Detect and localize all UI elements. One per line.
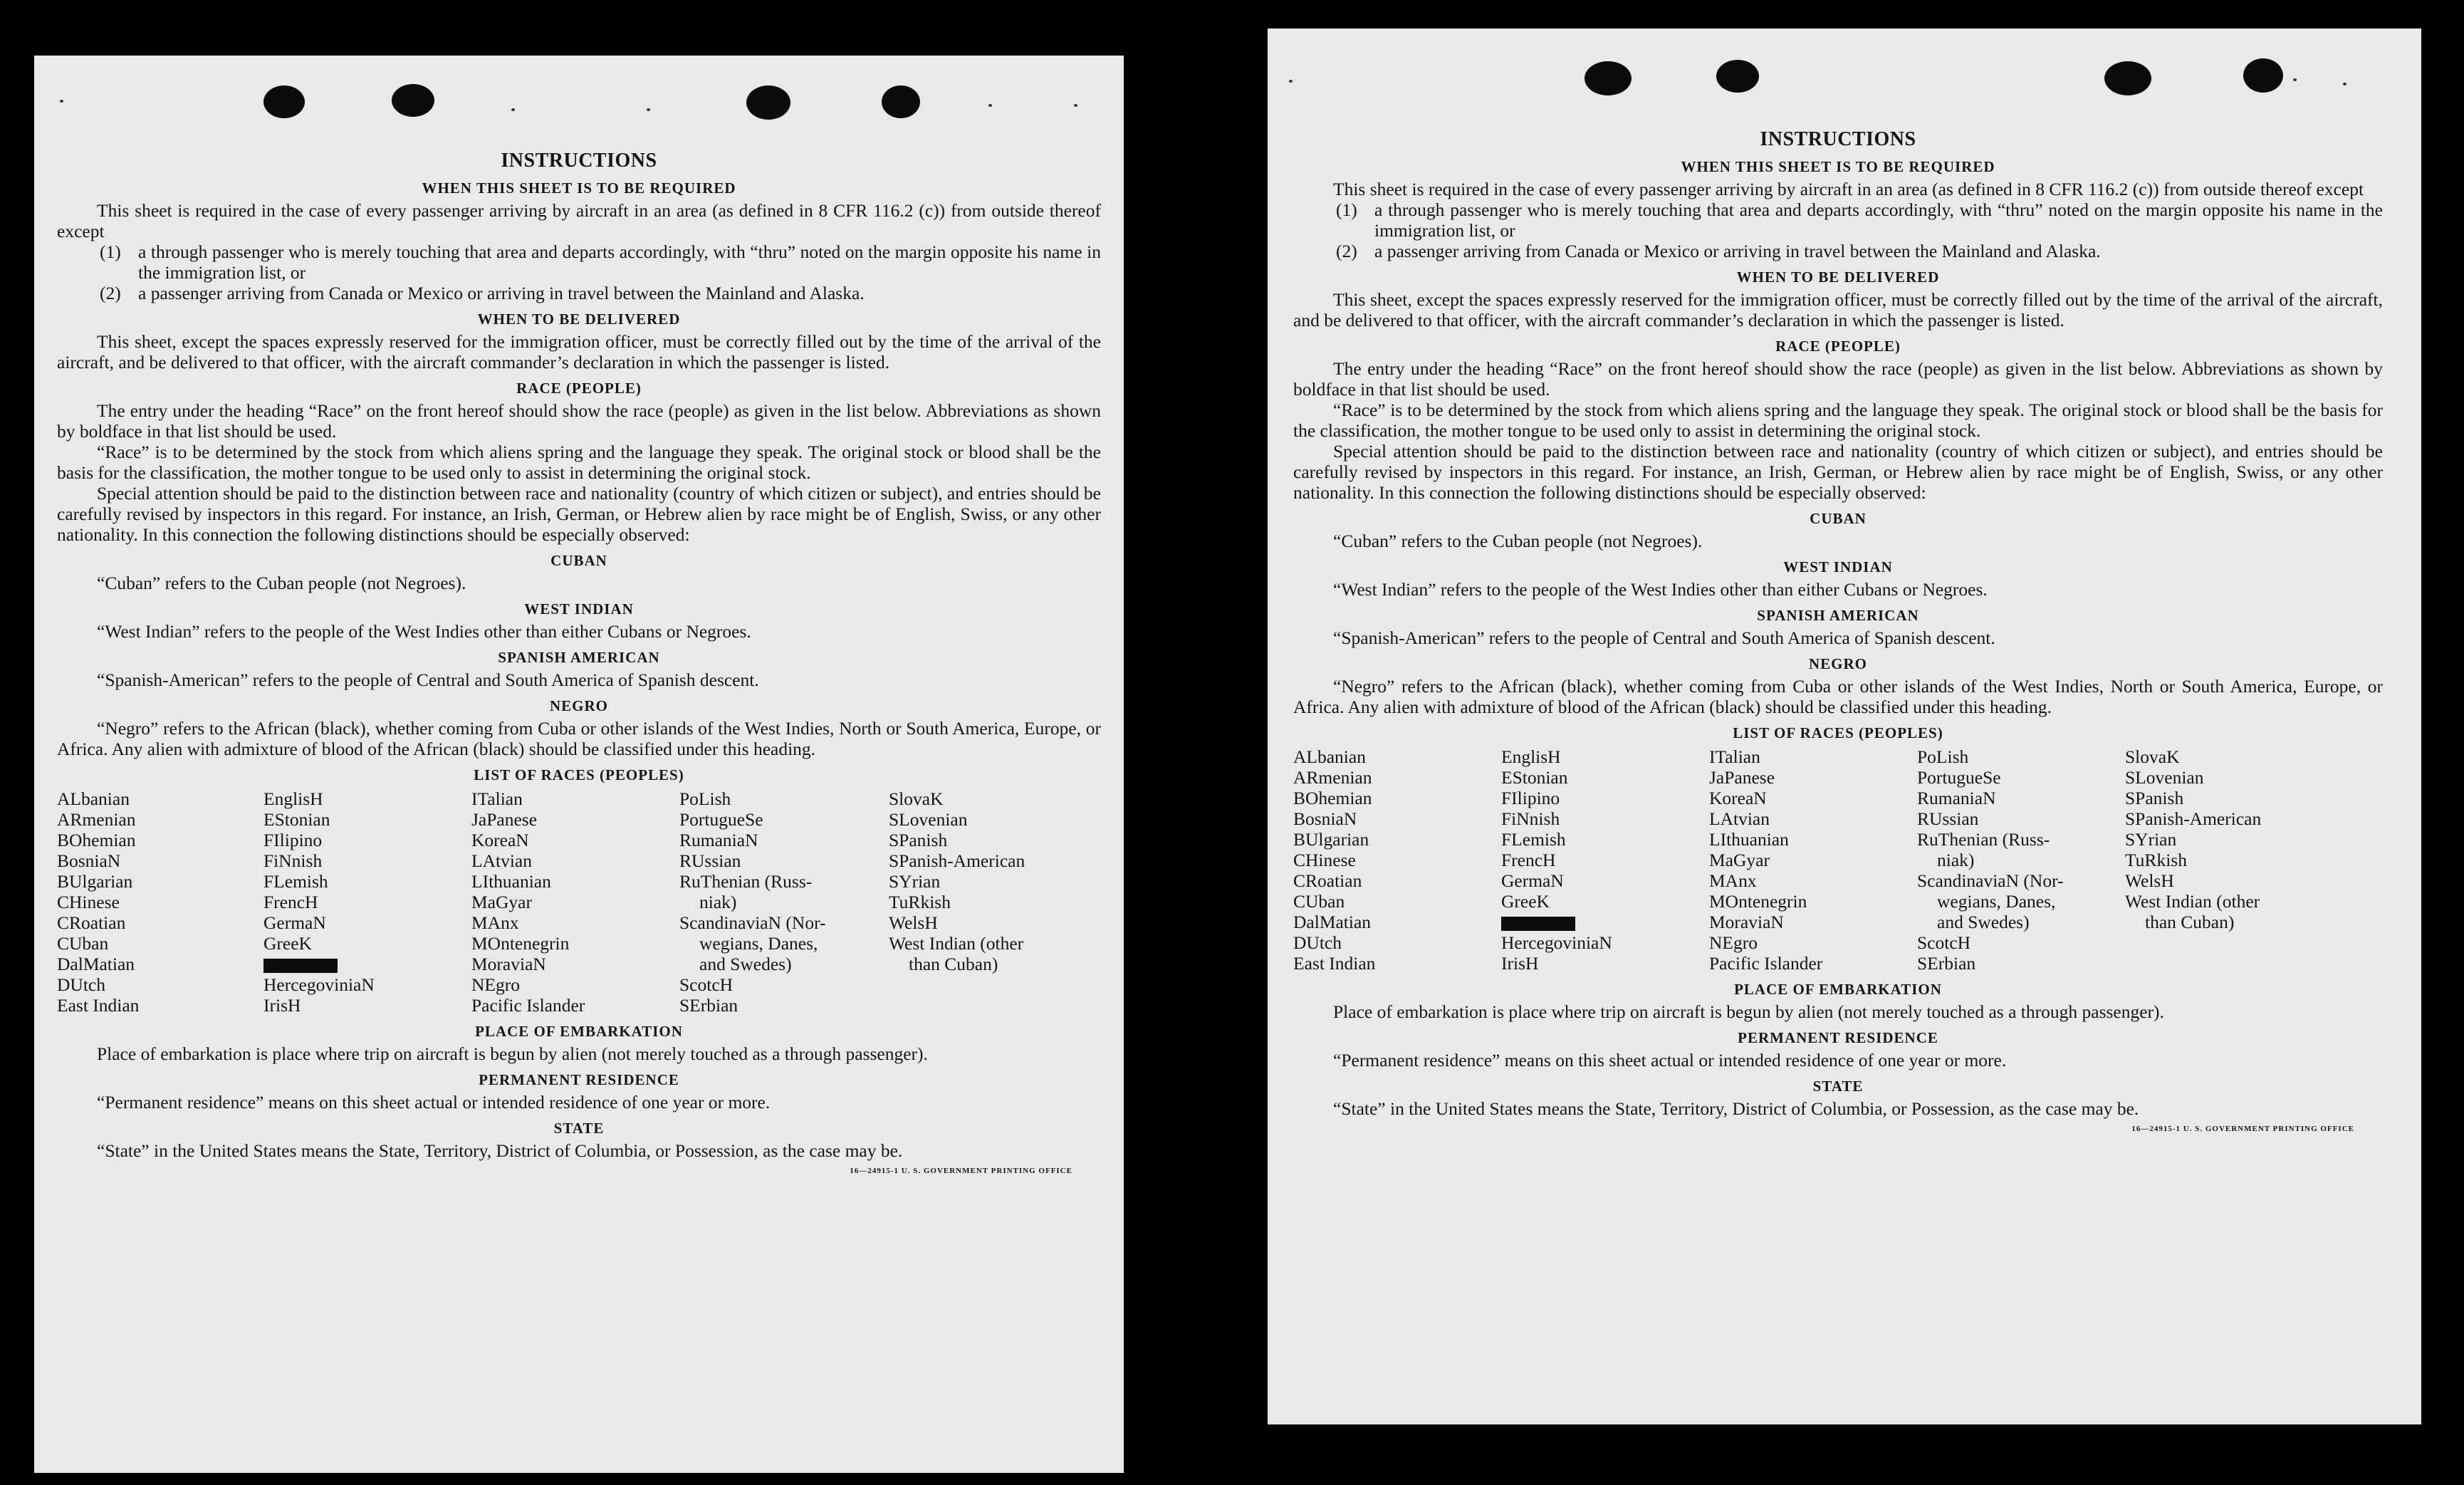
race-item: FrencH: [263, 892, 318, 912]
form-page-left: [34, 56, 1124, 1473]
race-item: East Indian: [57, 995, 140, 1016]
negro-text: “Negro” refers to the African (black), whether coming from Cuba or other islands of the West Indies, North or South America, Europe, or Africa. Any alien with admixture of blood of the African (black) should be classified under this heading.: [1293, 676, 2383, 717]
exception-item-2: [57, 283, 1101, 303]
race-item: niak): [699, 892, 737, 912]
exception-text: a through passenger who is merely touching that area and departs accordingly, with “thru” noted on the margin opposite his name in the immigration list, or: [1374, 199, 2383, 241]
race-item: MOntenegrin: [471, 933, 570, 954]
instructions-body: [57, 150, 1101, 1184]
race-item: ALbanian: [1293, 746, 1366, 767]
race-column-1: [1293, 746, 1501, 974]
state-heading: STATE: [1812, 1078, 1864, 1095]
race-item: DUtch: [57, 974, 105, 995]
race-item: TuRkish: [889, 892, 951, 912]
race-column-2: [1501, 746, 1709, 974]
race-item: JaPanese: [1709, 767, 1775, 788]
exception-item-1: [57, 241, 1101, 283]
residence-text: “Permanent residence” means on this sheet actual or intended residence of one year or more.: [1333, 1050, 2007, 1070]
race-item: SPanish-American: [889, 850, 1025, 871]
race-item: niak): [1937, 850, 1975, 870]
race-item: CUban: [1293, 891, 1345, 912]
race-item: MoraviaN: [1709, 912, 1784, 932]
race-item: RumaniaN: [679, 830, 758, 850]
punch-hole: [746, 85, 790, 120]
race-paragraph-2: “Race” is to be determined by the stock from which aliens spring and the language they speak. The original stock or blood shall be the basis for the classification, the mother tongue to be used only to assist in determining the original stock.: [57, 442, 1101, 483]
race-item: SErbian: [1917, 953, 1976, 974]
west-indian-text: “West Indian” refers to the people of the West Indies other than either Cubans or Negroes.: [1333, 579, 1988, 600]
embarkation-text: Place of embarkation is place where trip on aircraft is begun by alien (not merely touched as a through passenger).: [1333, 1001, 2164, 1022]
race-item: BOhemian: [1293, 788, 1372, 808]
cuban-heading: CUBAN: [1810, 510, 1867, 527]
race-item: TuRkish: [2125, 850, 2187, 870]
exception-item-2: [1293, 241, 2383, 261]
race-item: HercegoviniaN: [263, 974, 375, 995]
race-heading: RACE (PEOPLE): [1775, 338, 1901, 355]
punch-hole: [882, 85, 920, 118]
embarkation-text: Place of embarkation is place where trip on aircraft is begun by alien (not merely touched as a through passenger).: [97, 1043, 928, 1064]
race-item: ITalian: [471, 788, 523, 809]
residence-text: “Permanent residence” means on this sheet actual or intended residence of one year or more.: [97, 1092, 771, 1113]
race-item: ScandinaviaN (Nor-: [1917, 870, 2064, 891]
punch-hole: [2104, 61, 2151, 95]
race-item: SlovaK: [889, 788, 944, 809]
race-item: DUtch: [1293, 932, 1342, 953]
race-item: WelsH: [889, 912, 938, 933]
form-page-right: [1268, 28, 2421, 1424]
races-list: [57, 788, 1101, 1016]
speck: [1289, 80, 1293, 83]
footer: [1293, 1119, 2383, 1142]
race-item: PortugueSe: [679, 809, 763, 830]
negro-heading: NEGRO: [1808, 655, 1867, 672]
race-item: SLovenian: [889, 809, 968, 830]
race-item: LAtvian: [1709, 808, 1770, 829]
redaction-bar: [1501, 917, 1575, 931]
redaction-bar: [263, 959, 338, 973]
race-item: ALbanian: [57, 788, 130, 809]
race-item: CHinese: [57, 892, 120, 912]
race-item: RumaniaN: [1917, 788, 1996, 808]
list-of-races-heading: LIST OF RACES (PEOPLES): [1733, 724, 1943, 741]
race-item: MOntenegrin: [1709, 891, 1807, 912]
speck: [2343, 83, 2346, 85]
printing-office-line: 16—24915-1 U. S. GOVERNMENT PRINTING OFFICE: [2131, 1125, 2354, 1133]
race-item: ITalian: [1709, 746, 1760, 767]
redacted-entry: [1501, 912, 1709, 932]
spanish-american-text: “Spanish-American” refers to the people of Central and South America of Spanish descent.: [97, 669, 759, 690]
race-paragraph-1: The entry under the heading “Race” on the front hereof should show the race (people) as given in the list below. Abbreviations as shown by boldface in that list should be used.: [1293, 358, 2383, 400]
race-item: WelsH: [2125, 870, 2174, 891]
speck: [1074, 104, 1077, 107]
races-list: [1293, 746, 2383, 974]
race-item: FLemish: [1501, 829, 1566, 850]
footer: [57, 1161, 1101, 1184]
race-item: MaGyar: [1709, 850, 1770, 870]
negro-heading: NEGRO: [549, 697, 608, 714]
race-column-3: [1709, 746, 1917, 974]
race-item: SlovaK: [2125, 746, 2180, 767]
race-column-3: [471, 788, 679, 1016]
instructions-body: [1293, 128, 2383, 1142]
race-item: than Cuban): [909, 954, 998, 974]
punch-hole: [2243, 58, 2283, 93]
west-indian-heading: WEST INDIAN: [524, 600, 634, 618]
state-text: “State” in the United States means the State, Territory, District of Columbia, or Possession, as the case may be.: [97, 1140, 903, 1161]
race-item: EnglisH: [1501, 746, 1561, 767]
embarkation-heading: PLACE OF EMBARKATION: [1734, 981, 1942, 998]
race-item: CRoatian: [57, 912, 126, 933]
race-item: CHinese: [1293, 850, 1356, 870]
race-item: BosniaN: [57, 850, 121, 871]
spanish-american-heading: SPANISH AMERICAN: [498, 649, 660, 666]
redacted-entry: [263, 954, 471, 974]
race-item: BUlgarian: [57, 871, 133, 892]
race-item: GermaN: [263, 912, 326, 933]
race-item: BUlgarian: [1293, 829, 1369, 850]
race-item: NEgro: [1709, 932, 1758, 953]
speck: [647, 108, 650, 111]
exception-number: (1): [1336, 199, 1357, 220]
state-heading: STATE: [553, 1120, 605, 1137]
when-delivered-heading: WHEN TO BE DELIVERED: [1736, 269, 1940, 286]
race-item: and Swedes): [1937, 912, 2030, 932]
race-item: SErbian: [679, 995, 738, 1016]
race-item: JaPanese: [471, 809, 538, 830]
instructions-title: INSTRUCTIONS: [501, 150, 657, 172]
exception-text: a passenger arriving from Canada or Mexico or arriving in travel between the Mainland and Alaska.: [1374, 241, 2101, 261]
race-item: ScotcH: [679, 974, 734, 995]
race-item: IrisH: [1501, 953, 1539, 974]
punch-hole: [1716, 60, 1759, 93]
race-item: FiNnish: [1501, 808, 1560, 829]
race-item: ScotcH: [1917, 932, 1971, 953]
embarkation-heading: PLACE OF EMBARKATION: [475, 1023, 683, 1040]
race-item: than Cuban): [2145, 912, 2235, 932]
negro-text: “Negro” refers to the African (black), whether coming from Cuba or other islands of the West Indies, North or South America, Europe, or Africa. Any alien with admixture of blood of the African (black) should be classified under this heading.: [57, 718, 1101, 759]
exception-text: a through passenger who is merely touching that area and departs accordingly, with “thru” noted on the margin opposite his name in the immigration list, or: [138, 241, 1101, 283]
race-item: FiNnish: [263, 850, 323, 871]
when-delivered-text: This sheet, except the spaces expressly reserved for the immigration officer, must be correctly filled out by the time of the arrival of the aircraft, and be delivered to that officer, with the aircraft commander’s declaration in which the passenger is listed.: [57, 331, 1101, 372]
race-item: East Indian: [1293, 953, 1376, 974]
race-item: MAnx: [1709, 870, 1757, 891]
race-item: FrencH: [1501, 850, 1556, 870]
race-item: PoLish: [679, 788, 731, 809]
race-item: and Swedes): [699, 954, 792, 974]
west-indian-heading: WEST INDIAN: [1783, 558, 1893, 575]
speck: [511, 108, 515, 111]
race-item: CUban: [57, 933, 109, 954]
residence-heading: PERMANENT RESIDENCE: [1738, 1029, 1938, 1046]
when-required-text: This sheet is required in the case of every passenger arriving by aircraft in an area (as defined in 8 CFR 116.2 (c)) from outside thereof except: [57, 200, 1101, 241]
exception-text: a passenger arriving from Canada or Mexico or arriving in travel between the Mainland and Alaska.: [138, 283, 865, 303]
race-item: PortugueSe: [1917, 767, 2001, 788]
spanish-american-heading: SPANISH AMERICAN: [1757, 607, 1919, 624]
exception-number: (1): [100, 241, 121, 262]
race-item: SPanish: [889, 830, 948, 850]
race-item: West Indian (other: [889, 933, 1024, 954]
race-item: LIthuanian: [1709, 829, 1789, 850]
speck: [988, 104, 992, 107]
race-column-5: [2125, 746, 2332, 974]
cuban-heading: CUBAN: [550, 552, 607, 569]
race-item: FLemish: [263, 871, 328, 892]
race-item: DalMatian: [57, 954, 135, 974]
race-item: ARmenian: [57, 809, 136, 830]
race-item: MAnx: [471, 912, 519, 933]
race-item: FIlipino: [263, 830, 323, 850]
race-item: LIthuanian: [471, 871, 551, 892]
race-item: DalMatian: [1293, 912, 1372, 932]
race-item: BOhemian: [57, 830, 136, 850]
race-item: GreeK: [263, 933, 312, 954]
race-item: FIlipino: [1501, 788, 1560, 808]
state-text: “State” in the United States means the State, Territory, District of Columbia, or Possession, as the case may be.: [1333, 1098, 2139, 1119]
race-item: MaGyar: [471, 892, 532, 912]
race-column-5: [889, 788, 1095, 1016]
race-paragraph-3: Special attention should be paid to the distinction between race and nationality (country of which citizen or subject), and entries should be carefully revised by inspectors in this regard. For instance, an Irish, German, or Hebrew alien by race might be of English, Swiss, or any other nationality. In this connection the following distinctions should be especially observed:: [1293, 441, 2383, 503]
race-paragraph-3: Special attention should be paid to the distinction between race and nationality (country of which citizen or subject), and entries should be carefully revised by inspectors in this regard. For instance, an Irish, German, or Hebrew alien by race might be of English, Swiss, or any other nationality. In this connection the following distinctions should be especially observed:: [57, 483, 1101, 545]
race-item: SYrian: [889, 871, 941, 892]
race-item: GermaN: [1501, 870, 1564, 891]
when-required-text: This sheet is required in the case of every passenger arriving by aircraft in an area (as defined in 8 CFR 116.2 (c)) from outside thereof except: [1333, 179, 2364, 199]
exception-number: (2): [100, 283, 121, 303]
race-item: LAtvian: [471, 850, 532, 871]
printing-office-line: 16—24915-1 U. S. GOVERNMENT PRINTING OFFICE: [850, 1167, 1072, 1175]
race-column-4: [679, 788, 889, 1016]
race-item: RuThenian (Russ-: [679, 871, 813, 892]
race-item: KoreaN: [1709, 788, 1767, 808]
speck: [60, 100, 63, 103]
race-item: ScandinaviaN (Nor-: [679, 912, 826, 933]
when-delivered-text: This sheet, except the spaces expressly reserved for the immigration officer, must be correctly filled out by the time of the arrival of the aircraft, and be delivered to that officer, with the aircraft commander’s declaration in which the passenger is listed.: [1293, 289, 2383, 330]
race-item: NEgro: [471, 974, 520, 995]
race-item: RUssian: [679, 850, 741, 871]
residence-heading: PERMANENT RESIDENCE: [479, 1071, 679, 1088]
exception-item-1: [1293, 199, 2383, 241]
when-delivered-heading: WHEN TO BE DELIVERED: [477, 311, 681, 328]
race-item: PoLish: [1917, 746, 1969, 767]
race-item: SYrian: [2125, 829, 2177, 850]
race-item: West Indian (other: [2125, 891, 2260, 912]
race-item: EnglisH: [263, 788, 323, 809]
race-column-1: [57, 788, 263, 1016]
punch-hole: [392, 84, 434, 117]
race-heading: RACE (PEOPLE): [516, 380, 642, 397]
punch-hole: [263, 85, 305, 118]
instructions-title: INSTRUCTIONS: [1760, 128, 1916, 150]
race-paragraph-1: The entry under the heading “Race” on the front hereof should show the race (people) as given in the list below. Abbreviations as shown by boldface in that list should be used.: [57, 400, 1101, 442]
list-of-races-heading: LIST OF RACES (PEOPLES): [474, 766, 684, 783]
race-item: wegians, Danes,: [1937, 891, 2056, 912]
when-required-heading: WHEN THIS SHEET IS TO BE REQUIRED: [1681, 158, 1995, 175]
race-item: ARmenian: [1293, 767, 1372, 788]
race-item: EStonian: [1501, 767, 1568, 788]
race-item: wegians, Danes,: [699, 933, 818, 954]
cuban-text: “Cuban” refers to the Cuban people (not Negroes).: [97, 573, 466, 593]
race-item: MoraviaN: [471, 954, 546, 974]
race-item: RUssian: [1917, 808, 1979, 829]
race-item: GreeK: [1501, 891, 1550, 912]
race-item: SLovenian: [2125, 767, 2204, 788]
race-column-2: [263, 788, 471, 1016]
west-indian-text: “West Indian” refers to the people of the West Indies other than either Cubans or Negroes.: [97, 621, 751, 642]
when-required-heading: WHEN THIS SHEET IS TO BE REQUIRED: [422, 179, 736, 197]
race-item: BosniaN: [1293, 808, 1357, 829]
race-item: EStonian: [263, 809, 330, 830]
race-item: HercegoviniaN: [1501, 932, 1612, 953]
race-column-4: [1917, 746, 2125, 974]
race-item: SPanish: [2125, 788, 2184, 808]
punch-hole: [1585, 61, 1632, 95]
cuban-text: “Cuban” refers to the Cuban people (not Negroes).: [1333, 531, 1703, 551]
race-item: Pacific Islander: [471, 995, 585, 1016]
exception-number: (2): [1336, 241, 1357, 261]
race-item: KoreaN: [471, 830, 529, 850]
race-paragraph-2: “Race” is to be determined by the stock from which aliens spring and the language they speak. The original stock or blood shall be the basis for the classification, the mother tongue to be used only to assist in determining the original stock.: [1293, 400, 2383, 441]
spanish-american-text: “Spanish-American” refers to the people of Central and South America of Spanish descent.: [1333, 627, 1995, 648]
race-item: SPanish-American: [2125, 808, 2262, 829]
race-item: RuThenian (Russ-: [1917, 829, 2050, 850]
speck: [2293, 78, 2297, 81]
race-item: Pacific Islander: [1709, 953, 1823, 974]
race-item: CRoatian: [1293, 870, 1362, 891]
race-item: IrisH: [263, 995, 301, 1016]
